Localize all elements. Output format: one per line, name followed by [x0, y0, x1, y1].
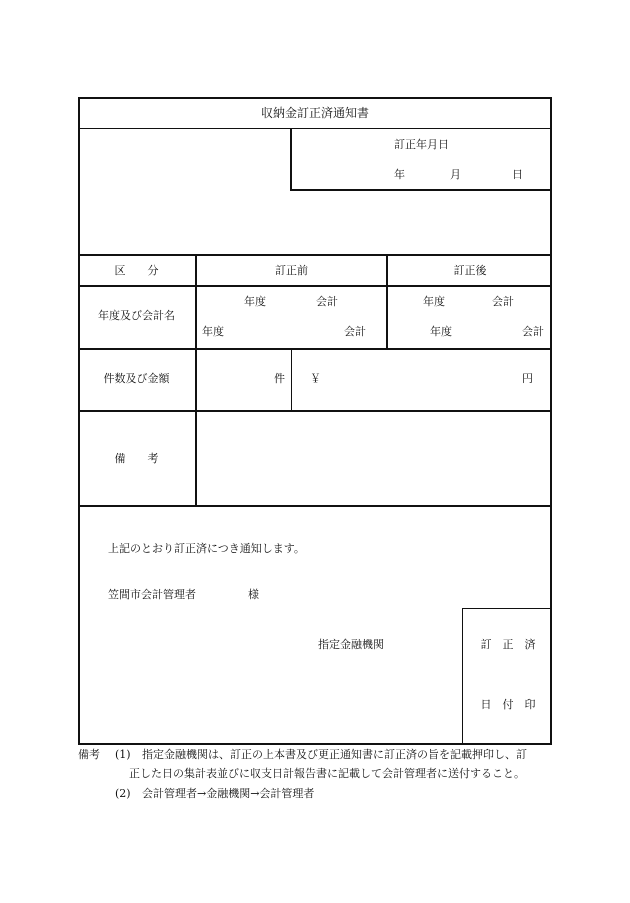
date-box-left: [290, 128, 292, 190]
after-year-1: 年度: [423, 295, 445, 308]
notification-form: [78, 97, 552, 745]
form-border-left: [78, 97, 80, 745]
count-amount-label: 件数及び金額: [103, 372, 170, 385]
row-divider-5: [78, 505, 552, 507]
footnote-item2-number: (2): [115, 787, 131, 800]
remarks-label: 備 考: [114, 452, 159, 465]
after-year-2: 年度: [430, 325, 452, 338]
footnote-item1-line2: 正した日の集計表並びに収支日計報告書に記載して会計管理者に送付すること。: [129, 767, 525, 780]
honorific: 様: [248, 588, 259, 601]
before-year-2: 年度: [202, 325, 224, 338]
row-divider-4: [78, 410, 552, 412]
count-unit: 件: [274, 372, 285, 385]
before-account-2: 会計: [344, 325, 366, 338]
correction-year: 年: [394, 168, 405, 181]
yen-symbol: ￥: [310, 372, 321, 385]
correction-date-label: 訂正年月日: [394, 138, 449, 151]
column-divider-count: [291, 348, 292, 410]
fiscal-label: 年度及び会計名: [98, 309, 175, 322]
form-border-top: [78, 97, 552, 99]
row-divider-2: [78, 285, 552, 287]
form-title: 収納金訂正済通知書: [260, 106, 369, 120]
form-border-bottom: [78, 743, 552, 745]
category-header: 区 分: [114, 264, 159, 277]
footnote-item1-number: (1): [115, 748, 131, 761]
before-year-1: 年度: [244, 295, 266, 308]
date-box-bottom: [290, 189, 552, 191]
bank-label: 指定金融機関: [318, 638, 384, 651]
stamp-label-bottom: 日 付 印: [480, 698, 536, 711]
stamp-box-left: [462, 608, 463, 744]
after-account-2: 会計: [522, 325, 544, 338]
footnote-item2-text: 会計管理者→金融機関→会計管理者: [142, 787, 315, 800]
stamp-label-top: 訂 正 済: [480, 638, 536, 651]
column-divider-label: [195, 254, 197, 506]
yen-unit: 円: [522, 372, 533, 385]
addressee: 笠間市会計管理者: [108, 588, 196, 601]
correction-month: 月: [450, 168, 461, 181]
stamp-box-top: [462, 608, 552, 609]
notice-text: 上記のとおり訂正済につき通知します。: [108, 542, 305, 555]
title-divider: [78, 128, 552, 129]
after-account-1: 会計: [492, 295, 514, 308]
row-divider-1: [78, 254, 552, 256]
correction-day: 日: [512, 168, 523, 181]
footnote-item1-line1: 指定金融機関は、訂正の上本書及び更正通知書に訂正済の旨を記載押印し、訂: [142, 748, 527, 761]
before-header: 訂正前: [275, 264, 308, 277]
after-header: 訂正後: [453, 264, 487, 277]
row-divider-3: [78, 348, 552, 350]
before-account-1: 会計: [316, 295, 338, 308]
footnote-label: 備考: [78, 748, 100, 761]
